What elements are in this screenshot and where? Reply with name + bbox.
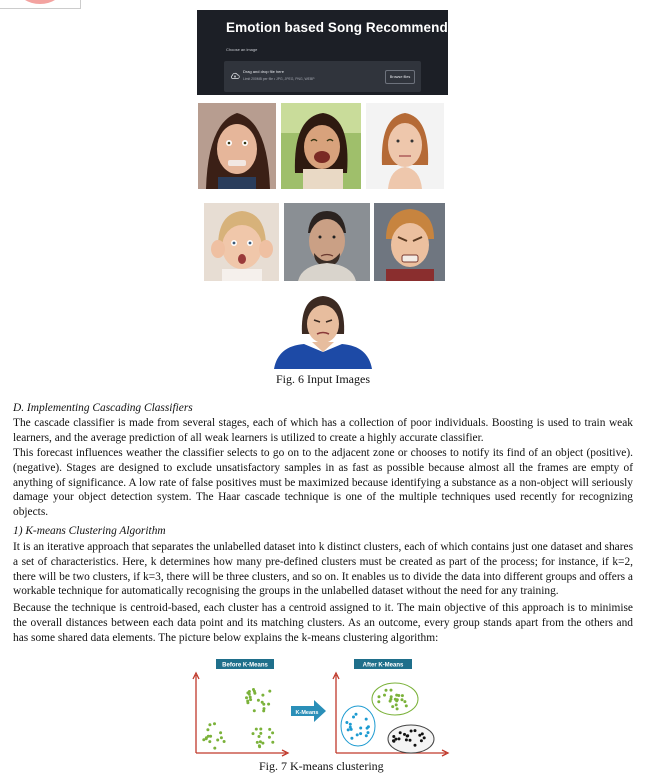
app-title: Emotion based Song Recommender: [226, 20, 461, 35]
kmeans-figure: [186, 655, 456, 758]
paragraph-kmeans-1: It is an iterative approach that separates the unlabelled dataset into k distinct clusters, each of which contains just one dataset and shares a set of characteristics. Here, k determines how many pre-defined clusters must be created as part of the process; for instance, if k=2, there will be two clusters, if k=3, there will be three clusters, and so on. It enables us to divide the data into different groups and offers a workable technique for automatically recognising the groups in the unlabelled dataset without the need for any training.: [13, 541, 633, 598]
scatter-point: [213, 747, 216, 750]
scatter-point: [405, 738, 408, 741]
scatter-point: [223, 740, 226, 743]
scatter-point: [391, 705, 394, 708]
before-axes: [193, 673, 288, 756]
scatter-point: [366, 727, 369, 730]
scatter-point: [213, 722, 216, 725]
scatter-point: [268, 690, 271, 693]
scatter-point: [347, 728, 350, 731]
scatter-point: [398, 737, 401, 740]
scatter-point: [220, 736, 223, 739]
scatter-point: [206, 728, 209, 731]
scatter-point: [248, 693, 251, 696]
upload-cloud-icon: [230, 71, 240, 81]
scatter-point: [395, 703, 398, 706]
scatter-point: [261, 694, 264, 697]
scatter-point: [365, 718, 368, 721]
scatter-point: [420, 739, 423, 742]
scatter-point: [367, 731, 370, 734]
scatter-point: [377, 700, 380, 703]
section-heading: D. Implementing Cascading Classifiers: [13, 402, 193, 414]
face-photo-neutral: [366, 103, 444, 189]
app-screenshot: [197, 10, 461, 95]
scatter-point: [350, 737, 353, 740]
scatter-point: [249, 698, 252, 701]
scatter-point: [216, 739, 219, 742]
before-points: [202, 688, 274, 750]
scatter-point: [255, 728, 258, 731]
scatter-point: [406, 734, 409, 737]
scatter-point: [385, 689, 388, 692]
dropzone-limit-text: Limit 200MB per file • JPG, JPEG, PNG, WEBP: [243, 77, 315, 81]
face-photo-surprise: [204, 203, 279, 281]
scatter-point: [392, 735, 395, 738]
scatter-point: [409, 739, 412, 742]
face-photo-sad: [284, 203, 370, 281]
figure-6-caption: Fig. 6 Input Images: [276, 372, 370, 386]
kmeans-arrow: [291, 700, 326, 722]
scatter-point: [263, 707, 266, 710]
face-photo-disgust: [274, 294, 372, 369]
page-corner-decoration: [0, 0, 81, 9]
subsection-heading: 1) K-means Clustering Algorithm: [13, 525, 166, 537]
scatter-point: [359, 727, 362, 730]
scatter-point: [405, 704, 408, 707]
scatter-point: [403, 733, 406, 736]
paragraph-cascade-1: The cascade classifier is made from several stages, each of which has a collection of poor individuals. Boosting is used to train weak learners, and the average prediction of all weak learners is utilized to create a highly accurate classifier.: [13, 417, 633, 444]
scatter-point: [383, 694, 386, 697]
scatter-point: [208, 740, 211, 743]
scatter-point: [205, 736, 208, 739]
scatter-point: [245, 696, 248, 699]
scatter-point: [390, 695, 393, 698]
scatter-point: [268, 728, 271, 731]
face-photo-angry: [374, 203, 445, 281]
scatter-point: [262, 703, 265, 706]
scatter-point: [202, 738, 205, 741]
scatter-point: [410, 730, 413, 733]
scatter-point: [389, 700, 392, 703]
dropzone-text: Drag and drop file here: [243, 69, 284, 74]
scatter-point: [268, 736, 271, 739]
scatter-point: [345, 721, 348, 724]
scatter-point: [271, 741, 274, 744]
scatter-point: [252, 732, 255, 735]
paragraph-kmeans-2: Because the technique is centroid-based, each cluster has a centroid assigned to it. The main objective of this approach is to minimise the overall distances between each data point and its matching clusters. As an outcome, every group stands apart from the others and has some shared data elements. The picture below explains the k-means clustering algorithm:: [13, 602, 633, 644]
scatter-point: [401, 694, 404, 697]
scatter-point: [421, 732, 424, 735]
scatter-point: [209, 735, 212, 738]
scatter-point: [392, 739, 395, 742]
browse-files-button[interactable]: Browse files: [385, 70, 415, 84]
scatter-point: [271, 731, 274, 734]
scatter-point: [246, 701, 249, 704]
scatter-point: [249, 696, 252, 699]
scatter-point: [394, 698, 397, 701]
scatter-point: [401, 698, 404, 701]
scatter-point: [365, 734, 368, 737]
scatter-point: [359, 732, 362, 735]
choose-image-label: Choose an image: [226, 47, 258, 52]
scatter-point: [390, 689, 393, 692]
scatter-point: [399, 731, 402, 734]
paragraph-cascade-2: This forecast influences weather the classifier selects to go on to the adjacent zone or chooses to notify its find of an object (positive). (negative). Stages are designed to exclude unsatisfactory samples in as fast as possible because almost all the frames are empty of anything of significance. A low rate of false positives must be maximized because identifying a substance as a non-object will seriously damage your object detection system. The Haar cascade technique is one of the multiple techniques used recently for recognizing objects.: [13, 447, 633, 519]
scatter-point: [267, 703, 270, 706]
scatter-point: [395, 694, 398, 697]
scatter-point: [378, 695, 381, 698]
scatter-point: [258, 745, 261, 748]
scatter-point: [414, 744, 417, 747]
scatter-point: [259, 728, 262, 731]
after-label: After K-Means: [362, 662, 404, 669]
arrow-label: K-Means: [295, 710, 319, 716]
scatter-point: [414, 729, 417, 732]
scatter-point: [258, 735, 261, 738]
scatter-point: [253, 709, 256, 712]
file-dropzone[interactable]: [224, 61, 421, 92]
face-photo-happy: [281, 103, 361, 189]
scatter-point: [396, 707, 399, 710]
scatter-point: [355, 713, 358, 716]
scatter-point: [423, 736, 426, 739]
scatter-point: [350, 728, 353, 731]
scatter-point: [259, 732, 262, 735]
scatter-point: [256, 741, 259, 744]
scatter-point: [219, 731, 222, 734]
face-photo-fear: [198, 103, 276, 189]
before-label: Before K-Means: [222, 662, 268, 669]
scatter-point: [352, 716, 355, 719]
scatter-point: [257, 699, 260, 702]
scatter-point: [356, 733, 359, 736]
cluster-blue-ellipse: [341, 706, 375, 746]
scatter-point: [208, 723, 211, 726]
scatter-point: [252, 688, 255, 691]
scatter-point: [349, 723, 352, 726]
scatter-point: [403, 700, 406, 703]
figure-7-caption: Fig. 7 K-means clustering: [259, 759, 384, 773]
scatter-point: [261, 742, 264, 745]
